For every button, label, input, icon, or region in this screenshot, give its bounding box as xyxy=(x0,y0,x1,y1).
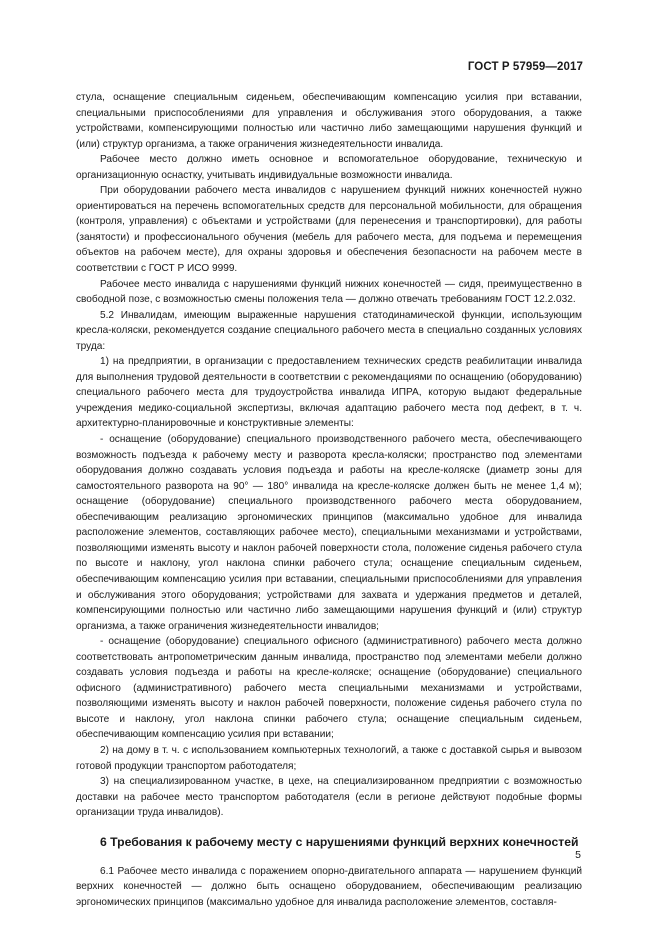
page-number: 5 xyxy=(575,849,581,861)
paragraph: 5.2 Инвалидам, имеющим выраженные нарушения статодинамической функции, использующим кресла-коляски, рекомендуется создание специального рабочего места в специально созданных условиях труда: xyxy=(76,309,582,352)
document-header: ГОСТ Р 57959—2017 xyxy=(467,61,583,73)
paragraph: Рабочее место инвалида с нарушениями функций нижних конечностей — сидя, преимущественно в свободной позе, с возможностью смены положения тела — должно отвечать требованиям ГОСТ 12.2.032. xyxy=(76,278,582,306)
list-item: 2) на дому в т. ч. с использованием компьютерных технологий, а также с доставкой сырья и вывозом готовой продукции транспортом работодателя; xyxy=(76,744,582,772)
list-item: - оснащение (оборудование) специального офисного (административного) рабочего места должно соответствовать антропометрическим данным инвалида, пространство под элементами мебели должно создавать условия подъезда и работы на кресле-коляске; оснащение (оборудование) специального офисного (административного) рабочего места специальными механизмами и устройствами, позволяющими изменять высоту и наклон рабочей поверхности, положение сиденья рабочего стула по высоте и наклону, угол наклона спинки рабочего стула; оснащение специальным сиденьем, обеспечивающим компенсацию усилия при вставании; xyxy=(76,636,582,741)
paragraph: Рабочее место должно иметь основное и вспомогательное оборудование, техническую и организационную оснастку, учитывать индивидуальные возможности инвалида. xyxy=(76,154,582,181)
list-item: 3) на специализированном участке, в цехе, на специализированном предприятии с возможностью доставки на рабочее место транспортом работодателя (если в регионе действуют подобные формы организации труда инвалидов). xyxy=(76,776,582,819)
document-body xyxy=(76,90,582,910)
paragraph: При оборудовании рабочего места инвалидов с нарушением функций нижних конечностей нужно ориентироваться на перечень вспомогательных средств для персональной мобильности, для обращения (контроля, управления) с объектами и устройствами (для перенесения и транспортировки), для работы (занятости) и профессионального обучения (мебель для рабочего места, для подъема и перемещения объектов на рабочем месте), для охраны здоровья и обеспечения безопасности на рабочем месте в соответствии с ГОСТ Р ИСО 9999. xyxy=(76,185,582,275)
section-heading: 6 Требования к рабочему месту с нарушениями функций верхних конечностей xyxy=(100,834,579,849)
list-item: - оснащение (оборудование) специального производственного рабочего места, обеспечивающего возможность подъезда к рабочему месту и разворота кресла-коляски; пространство под элементами оборудования должно создавать условия подъезда и работы на кресле-коляске (диаметр зоны для самостоятельного разворота на 90° — 180° инвалида на кресле-коляске должен быть не менее 1,4 м); оснащение (оборудование) специального производственного рабочего места оборудованием, обеспечивающим реализацию эргономических принципов (максимально удобное для инвалида расположение элементов, составляющих рабочее место), специальными механизмами и устройствами, позволяющими изменять высоту и наклон рабочей поверхности стола, положение сиденья рабочего стула по высоте и наклону, угол наклона спинки рабочего стула; оснащение специальным сиденьем, обеспечивающим компенсацию усилия при вставании, специальными приспособлениями для управления и обслуживания этого оборудования; устройствами для захвата и удержания предметов и деталей, компенсирующими полностью или частично либо замещающими нарушения функций и (или) структур организма, а также ограничения жизнедеятельности инвалидов; xyxy=(76,434,582,632)
paragraph: стула, оснащение специальным сиденьем, обеспечивающим компенсацию усилия при вставании, специальными приспособлениями для управления и обслуживания этого оборудования, а также устройствами, компенсирующими полностью или частично либо замещающими нарушения функций и (или) структур организма, а также ограничения жизнедеятельности инвалида. xyxy=(76,92,582,150)
list-item: 1) на предприятии, в организации с предоставлением технических средств реабилитации инвалида для выполнения трудовой деятельности в соответствии с рекомендациями по оснащению (оборудованию) специального рабочего места для трудоустройства инвалида ИПРА, которую выдают федеральные учреждения медико-социальной экспертизы, включая адаптацию рабочего места под дефект, в т. ч. архитектурно-планировочные и конструктивные элементы: xyxy=(76,356,582,430)
paragraph: 6.1 Рабочее место инвалида с поражением опорно-двигательного аппарата — нарушением функций верхних конечностей — должно быть оснащено оборудованием, обеспечивающим реализацию эргономических принципов (максимально удобное для инвалида расположение элементов, составля- xyxy=(76,865,582,908)
